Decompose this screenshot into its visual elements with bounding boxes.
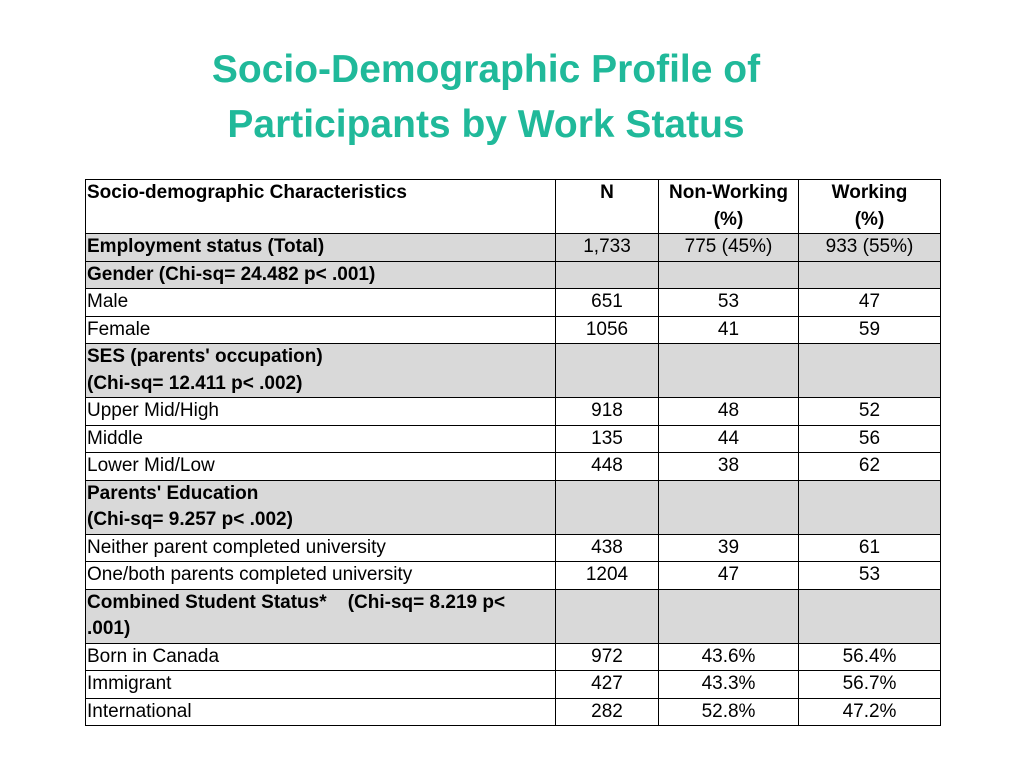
row-middle [86,425,941,453]
empty-cell [556,480,659,534]
row-upper-mid-high [86,398,941,426]
non-working-cell: 48 [659,398,799,426]
group-parents-education [86,480,941,534]
empty-cell [799,589,941,643]
socio-demographic-table [85,179,941,726]
working-cell: 52 [799,398,941,426]
non-working-cell: 52.8% [659,698,799,726]
row-label: Male [86,289,556,317]
title-line-2: Participants by Work Status [227,103,745,146]
row-label: Middle [86,425,556,453]
row-immigrant [86,671,941,699]
working-cell: 59 [799,316,941,344]
row-neither-parent-university [86,534,941,562]
row-born-in-canada [86,643,941,671]
empty-cell [799,261,941,289]
non-working-cell: 44 [659,425,799,453]
group-heading: Combined Student Status* (Chi-sq= 8.219 p< .001) [86,589,556,643]
working-cell: 62 [799,453,941,481]
row-label: Born in Canada [86,643,556,671]
n-cell: 1204 [556,562,659,590]
n-cell: 1056 [556,316,659,344]
empty-cell [659,589,799,643]
empty-cell [659,344,799,398]
group-heading: Parents' Education (Chi-sq= 9.257 p< .002) [86,480,556,534]
empty-cell [556,344,659,398]
row-label: Lower Mid/Low [86,453,556,481]
row-label: Female [86,316,556,344]
empty-cell [556,261,659,289]
row-male [86,289,941,317]
n-cell: 918 [556,398,659,426]
working-cell: 53 [799,562,941,590]
working-cell: 56.7% [799,671,941,699]
group-heading: Gender (Chi-sq= 24.482 p< .001) [86,261,556,289]
working-cell: 61 [799,534,941,562]
n-cell: 438 [556,534,659,562]
row-label: Employment status (Total) [86,234,556,262]
n-cell: 651 [556,289,659,317]
empty-cell [799,344,941,398]
header-non-working: Non-Working (%) [659,180,799,234]
non-working-cell: 43.3% [659,671,799,699]
non-working-cell: 39 [659,534,799,562]
title-line-1: Socio-Demographic Profile of [211,48,761,91]
row-label: One/both parents completed university [86,562,556,590]
working-cell: 47.2% [799,698,941,726]
n-cell: 135 [556,425,659,453]
working-cell: 56.4% [799,643,941,671]
empty-cell [799,480,941,534]
row-label: Upper Mid/High [86,398,556,426]
group-heading: SES (parents' occupation) (Chi-sq= 12.411 p< .002) [86,344,556,398]
non-working-cell: 41 [659,316,799,344]
row-employment-total [86,234,941,262]
working-cell: 56 [799,425,941,453]
non-working-cell: 775 (45%) [659,234,799,262]
working-cell: 47 [799,289,941,317]
non-working-cell: 53 [659,289,799,317]
n-cell: 282 [556,698,659,726]
table-header-row [86,180,941,234]
n-cell: 427 [556,671,659,699]
empty-cell [659,261,799,289]
header-characteristics: Socio-demographic Characteristics [86,180,556,234]
n-cell: 448 [556,453,659,481]
row-label: Neither parent completed university [86,534,556,562]
row-international [86,698,941,726]
row-female [86,316,941,344]
group-gender [86,261,941,289]
row-label: Immigrant [86,671,556,699]
header-n: N [556,180,659,234]
empty-cell [659,480,799,534]
n-cell: 972 [556,643,659,671]
slide-title [186,42,786,152]
non-working-cell: 43.6% [659,643,799,671]
empty-cell [556,589,659,643]
row-one-both-parents-university [86,562,941,590]
row-lower-mid-low [86,453,941,481]
n-cell: 1,733 [556,234,659,262]
non-working-cell: 38 [659,453,799,481]
group-student-status [86,589,941,643]
row-label: International [86,698,556,726]
header-working: Working (%) [799,180,941,234]
group-ses [86,344,941,398]
non-working-cell: 47 [659,562,799,590]
working-cell: 933 (55%) [799,234,941,262]
